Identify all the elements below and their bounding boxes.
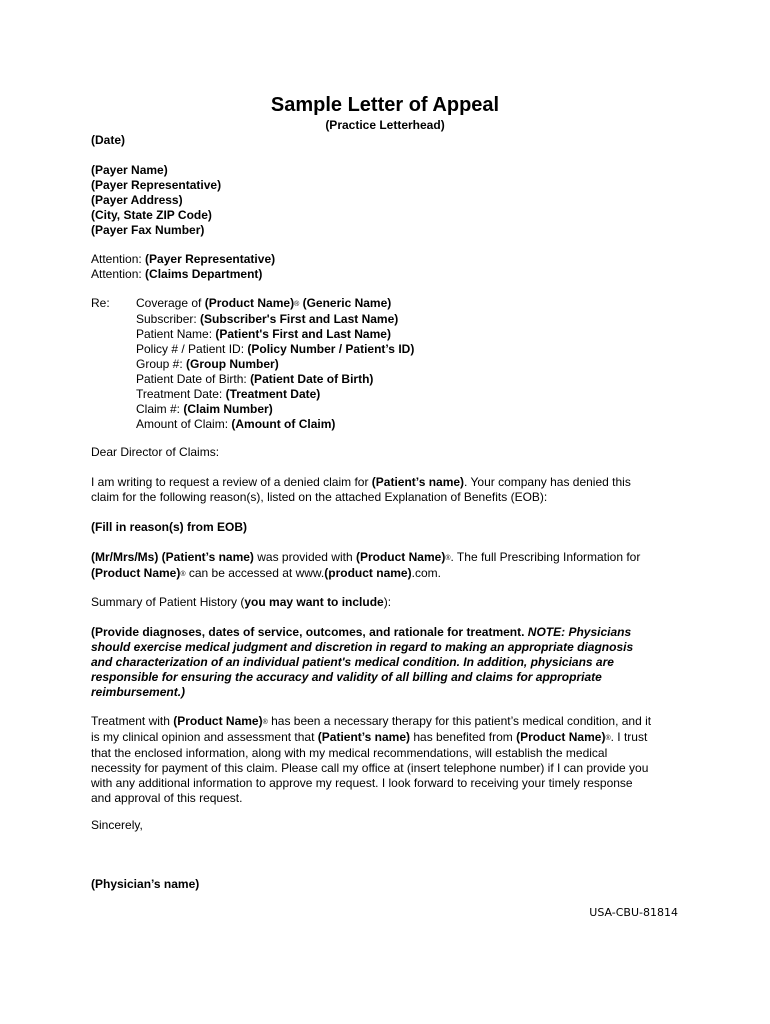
text-run-bold: (product name) xyxy=(324,566,412,580)
re-details-block xyxy=(136,296,414,432)
physician-signature-name: (Physician’s name) xyxy=(91,877,200,891)
text-run: Treatment with xyxy=(91,714,174,728)
attention-value: (Payer Representative) xyxy=(145,252,276,266)
registered-mark: ® xyxy=(180,571,186,578)
registered-mark: ® xyxy=(445,555,451,562)
text-run: ): xyxy=(383,595,392,609)
provide-diagnoses-note xyxy=(91,625,691,700)
text-run: was provided with xyxy=(253,550,356,564)
paragraph-line xyxy=(91,730,691,746)
payer-fax: (Payer Fax Number) xyxy=(91,223,205,237)
re-dob xyxy=(136,372,414,387)
re-policy-label: Policy # / Patient ID: xyxy=(136,342,248,356)
text-run-bold-italic: NOTE: Physicians xyxy=(527,625,632,639)
re-claim-label: Claim #: xyxy=(136,402,184,416)
paragraph-line xyxy=(91,714,691,730)
text-run: .com. xyxy=(411,566,441,580)
re-subscriber-label: Subscriber: xyxy=(136,312,201,326)
re-label: Re: xyxy=(91,296,110,310)
letter-title: Sample Letter of Appeal xyxy=(270,94,500,116)
re-amount-value: (Amount of Claim) xyxy=(231,417,336,431)
re-policy xyxy=(136,342,414,357)
registered-mark: ® xyxy=(262,719,268,726)
attention-block xyxy=(91,252,691,282)
attention-label: Attention: xyxy=(91,267,146,281)
attention-label: Attention: xyxy=(91,252,146,266)
payer-address: (Payer Address) xyxy=(91,193,183,207)
re-treatment-label: Treatment Date: xyxy=(136,387,226,401)
re-amount-label: Amount of Claim: xyxy=(136,417,232,431)
attention-line-2 xyxy=(91,267,691,282)
paragraph-line: claim for the following reason(s), listed on the attached Explanation of Benefits (EOB): xyxy=(91,490,548,504)
re-group xyxy=(136,357,414,372)
re-treatment-value: (Treatment Date) xyxy=(225,387,321,401)
re-coverage xyxy=(136,296,414,312)
text-run-bold: (Patient’s name) xyxy=(317,730,411,744)
text-run-bold: (Provide diagnoses, dates of service, outcomes, and rationale for treatment. xyxy=(91,625,528,639)
re-group-label: Group #: xyxy=(136,357,187,371)
text-run-bold: (Product Name) xyxy=(516,730,606,744)
paragraph-line xyxy=(91,550,691,566)
re-amount xyxy=(136,417,414,432)
text-run-bold: (Mr/Mrs/Ms) (Patient’s name) xyxy=(91,550,254,564)
paragraph-line xyxy=(91,475,691,490)
payer-representative: (Payer Representative) xyxy=(91,178,222,192)
text-run: . Your company has denied this xyxy=(464,475,631,489)
paragraph-line: and approval of this request. xyxy=(91,791,243,805)
text-run-bold: you may want to include xyxy=(244,595,384,609)
re-dob-value: (Patient Date of Birth) xyxy=(250,372,374,386)
date-line: (Date) xyxy=(91,133,126,147)
registered-mark: ® xyxy=(605,735,611,742)
paragraph-line: should exercise medical judgment and discretion in regard to making an appropriate diagnosis xyxy=(91,640,634,654)
paragraph-product-info xyxy=(91,550,691,582)
re-patient-value: (Patient's First and Last Name) xyxy=(215,327,391,341)
summary-history xyxy=(91,595,691,610)
closing: Sincerely, xyxy=(91,818,143,832)
eob-reasons: (Fill in reason(s) from EOB) xyxy=(91,520,248,534)
payer-city-state-zip: (City, State ZIP Code) xyxy=(91,208,212,222)
text-run-bold: (Patient’s name) xyxy=(371,475,465,489)
attention-line-1 xyxy=(91,252,691,267)
re-coverage-generic: (Generic Name) xyxy=(299,296,392,310)
re-coverage-label: Coverage of xyxy=(136,296,205,310)
text-run: . The full Prescribing Information for xyxy=(450,550,641,564)
paragraph-line: that the enclosed information, along with my medical recommendations, will establish the medical xyxy=(91,746,608,760)
re-patient xyxy=(136,327,414,342)
re-group-value: (Group Number) xyxy=(186,357,279,371)
paragraph-line: necessity for payment of this claim. Please call my office at (insert telephone number) if I can provide you xyxy=(91,761,649,775)
paragraph-line: responsible for ensuring the accuracy and validity of all billing and claims for appropriate xyxy=(91,670,602,684)
paragraph-line xyxy=(91,595,691,610)
re-treatment-date xyxy=(136,387,414,402)
paragraph-request-review xyxy=(91,475,691,505)
text-run: I am writing to request a review of a denied claim for xyxy=(91,475,372,489)
registered-mark: ® xyxy=(294,301,300,308)
paragraph-line: reimbursement.) xyxy=(91,685,186,699)
paragraph-line: with any additional information to approve my request. I look forward to receiving your timely response xyxy=(91,776,633,790)
payer-address-block xyxy=(91,163,691,238)
re-subscriber xyxy=(136,312,414,327)
re-policy-value: (Policy Number / Patient’s ID) xyxy=(247,342,415,356)
text-run-bold: (Product Name) xyxy=(173,714,263,728)
text-run-bold: (Product Name) xyxy=(91,566,181,580)
attention-value: (Claims Department) xyxy=(145,267,263,281)
paragraph-line xyxy=(91,625,691,640)
re-claim-value: (Claim Number) xyxy=(183,402,273,416)
text-run: has benefited from xyxy=(410,730,517,744)
re-coverage-product: (Product Name) xyxy=(204,296,295,310)
text-run: Summary of Patient History ( xyxy=(91,595,245,609)
text-run-bold: (Product Name) xyxy=(355,550,446,564)
letter-subtitle: (Practice Letterhead) xyxy=(325,118,445,132)
salutation: Dear Director of Claims: xyxy=(91,445,220,459)
re-subscriber-value: (Subscriber's First and Last Name) xyxy=(200,312,399,326)
text-run: is my clinical opinion and assessment that xyxy=(91,730,318,744)
re-patient-label: Patient Name: xyxy=(136,327,216,341)
paragraph-line xyxy=(91,566,691,582)
re-claim xyxy=(136,402,414,417)
paragraph-line: and characterization of an individual patient's medical condition. In addition, physicians are xyxy=(91,655,614,669)
payer-name: (Payer Name) xyxy=(91,163,168,177)
paragraph-treatment xyxy=(91,714,691,806)
re-dob-label: Patient Date of Birth: xyxy=(136,372,251,386)
text-run: has been a necessary therapy for this patient’s medical condition, and it xyxy=(267,714,652,728)
text-run: . I trust xyxy=(610,730,648,744)
text-run: can be accessed at www. xyxy=(185,566,325,580)
document-code: USA-CBU-81814 xyxy=(589,906,678,919)
